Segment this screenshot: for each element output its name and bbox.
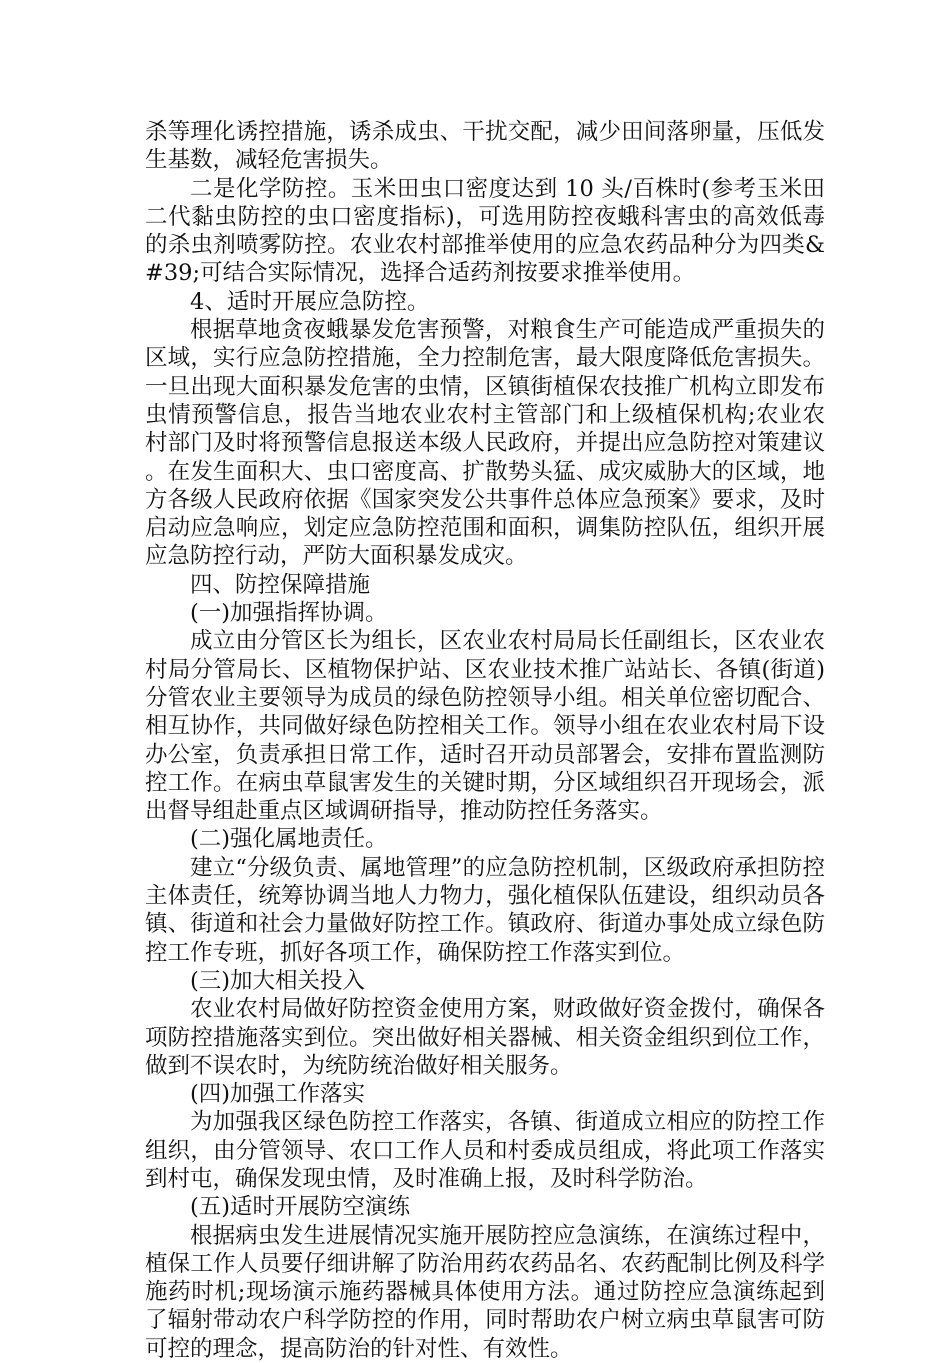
paragraph-drills: 根据病虫发生进展情况实施开展防控应急演练，在演练过程中，植保工作人员要仔细讲解了防治用药农药品名、农药配制比例及科学施药时机;现场演示施药器械具体使用方法。通过防控应急演练起到了辐射带动农户科学防控的作用，同时帮助农户树立病虫草鼠害可防可控的理念，提高防治的针对性、有效性。 [145,1222,825,1362]
paragraph-territorial-responsibility: 建立“分级负责、属地管理”的应急防控机制，区级政府承担防控主体责任，统筹协调当地人力物力，强化植保队伍建设，组织动员各镇、街道和社会力量做好防控工作。镇政府、街道办事处成立绿色防控工作专班，抓好各项工作，确保防控工作落实到位。 [145,854,825,966]
paragraph-chemical-control: 二是化学防控。玉米田虫口密度达到 10 头/百株时(参考玉米田二代黏虫防控的虫口密度指标)，可选用防控夜蛾科害虫的高效低毒的杀虫剂喷雾防控。农业农村部推举使用的应急农药品种分为四类&#39;可结合实际情况，选择合适药剂按要求推举使用。 [145,175,825,287]
heading-territorial-responsibility: (二)强化属地责任。 [190,826,388,853]
heading-safeguard-measures: 四、防控保障措施 [190,571,371,598]
document-page [145,118,825,1363]
paragraph-command-coordination: 成立由分管区长为组长，区农业农村局局长任副组长，区农业农村局分管局长、区植物保护站、区农业技术推广站站长、各镇(街道)分管农业主要领导为成员的绿色防控领导小组。相关单位密切配合、相互协作，共同做好绿色防控相关工作。领导小组在农业农村局下设办公室，负责承担日常工作，适时召开动员部署会，安排布置监测防控工作。在病虫草鼠害发生的关键时期，分区域组织召开现场会，派出督导组赴重点区域调研指导，推动防控任务落实。 [145,628,825,825]
paragraph-increase-investment: 农业农村局做好防控资金使用方案，财政做好资金拨付，确保各项防控措施落实到位。突出做好相关器械、相关资金组织到位工作，做到不误农时，为统防统治做好相关服务。 [145,996,825,1079]
paragraph-work-implementation: 为加强我区绿色防控工作落实，各镇、街道成立相应的防控工作组织，由分管领导、农口工作人员和村委成员组成，将此项工作落实到村屯，确保发现虫情，及时准确上报，及时科学防治。 [145,1109,825,1192]
heading-emergency-control: 4、适时开展应急防控。 [190,288,430,315]
heading-drills: (五)适时开展防空演练 [190,1194,411,1221]
heading-work-implementation: (四)加强工作落实 [190,1081,366,1108]
heading-command-coordination: (一)加强指挥协调。 [190,600,388,627]
heading-increase-investment: (三)加大相关投入 [190,967,366,994]
paragraph-emergency-control: 根据草地贪夜蛾暴发危害预警，对粮食生产可能造成严重损失的区域，实行应急防控措施，全力控制危害，最大限度降低危害损失。一旦出现大面积暴发危害的虫情，区镇街植保农技推广机构立即发布虫情预警信息，报告当地农业农村主管部门和上级植保机构;农业农村部门及时将预警信息报送本级人民政府，并提出应急防控对策建议。在发生面积大、虫口密度高、扩散势头猛、成灾威胁大的区域，地方各级人民政府依据《国家突发公共事件总体应急预案》要求，及时启动应急响应，划定应急防控范围和面积，调集防控队伍，组织开展应急防控行动，严防大面积暴发成灾。 [145,317,825,570]
paragraph-chemical-intro-tail: 杀等理化诱控措施，诱杀成虫、干扰交配，减少田间落卵量，压低发生基数，减轻危害损失。 [145,119,825,174]
